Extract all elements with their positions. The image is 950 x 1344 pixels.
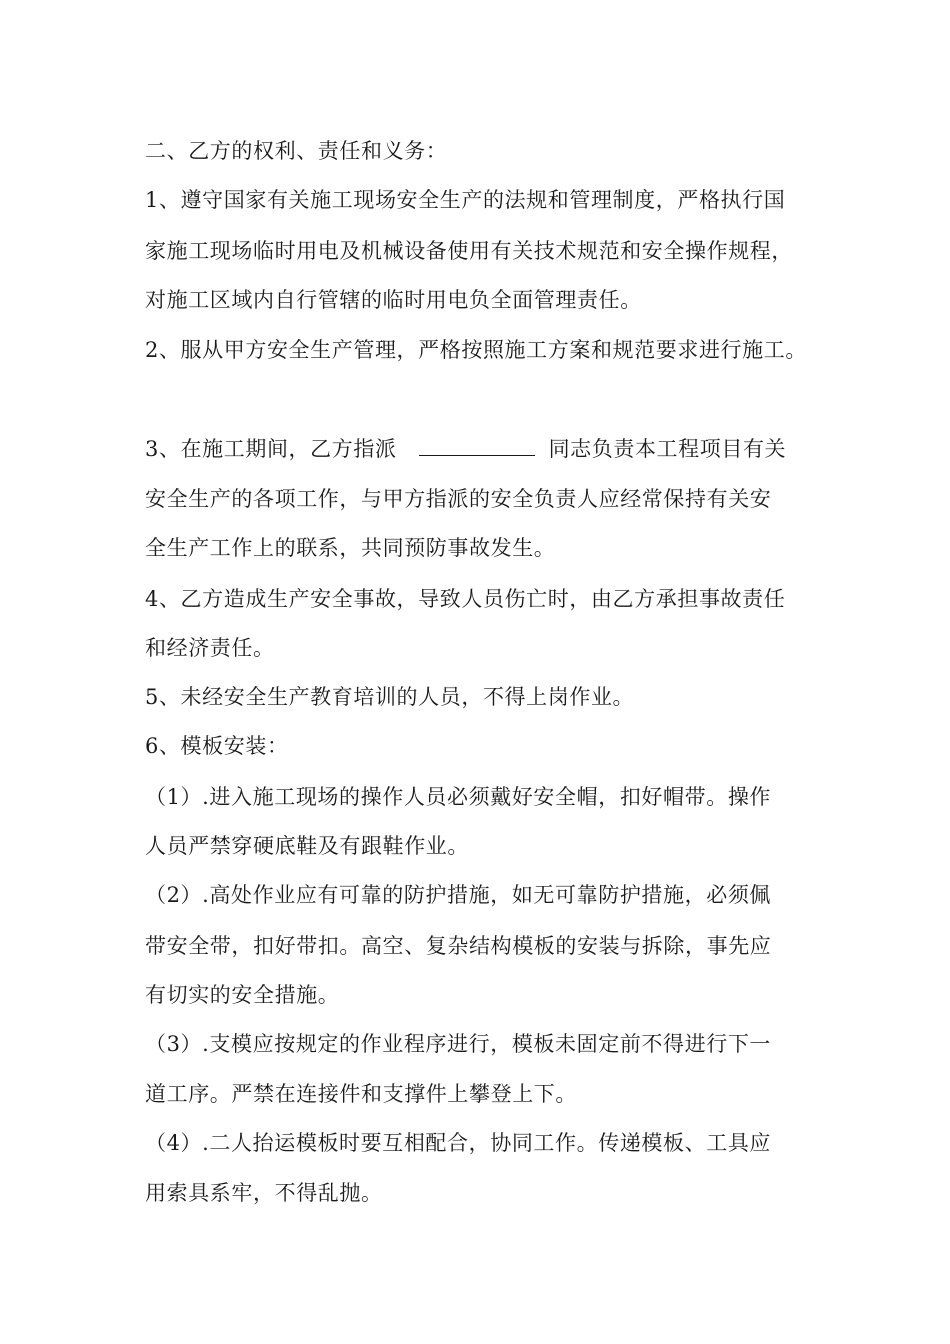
paragraph-line: 有切实的安全措施。 [145, 983, 340, 1007]
paragraph-line: 对施工区域内自行管辖的临时用电负全面管理责任。 [145, 288, 642, 312]
paragraph-line: 全生产工作上的联系，共同预防事故发生。 [145, 536, 556, 560]
paragraph-line: 5、未经安全生产教育培训的人员，不得上岗作业。 [145, 685, 635, 709]
paragraph-line: 6、模板安装： [145, 734, 289, 758]
paragraph-line: （3）.支模应按规定的作业程序进行，模板未固定前不得进行下一 [145, 1032, 772, 1056]
paragraph-line: （1）.进入施工现场的操作人员必须戴好安全帽，扣好帽带。操作 [145, 785, 772, 809]
paragraph-line: （2）.高处作业应有可靠的防护措施，如无可靠防护措施，必须佩 [145, 883, 772, 907]
item-3-before-blank: 3、在施工期间，乙方指派 [145, 437, 397, 461]
paragraph-line: 道工序。严禁在连接件和支撑件上攀登上下。 [145, 1082, 577, 1106]
paragraph-line: 家施工现场临时用电及机械设备使用有关技术规范和安全操作规程， [145, 239, 793, 263]
paragraph-line: 和经济责任。 [145, 636, 275, 660]
paragraph-line: （4）.二人抬运模板时要互相配合，协同工作。传递模板、工具应 [145, 1131, 772, 1155]
paragraph-line: 4、乙方造成生产安全事故，导致人员伤亡时，由乙方承担事故责任 [145, 587, 786, 611]
paragraph-line: 用索具系牢，不得乱抛。 [145, 1181, 383, 1205]
paragraph-line: 安全生产的各项工作，与甲方指派的安全负责人应经常保持有关安 [145, 487, 772, 511]
section-heading: 二、乙方的权利、责任和义务： [145, 139, 448, 163]
paragraph-line: 2、服从甲方安全生产管理，严格按照施工方案和规范要求进行施工。 [145, 338, 807, 362]
fill-in-blank [419, 437, 535, 456]
paragraph-line: 1、遵守国家有关施工现场安全生产的法规和管理制度，严格执行国 [145, 188, 786, 212]
item-3-first-line [145, 434, 845, 464]
item-3-after-blank: 同志负责本工程项目有关 [548, 437, 787, 461]
paragraph-line: 人员严禁穿硬底鞋及有跟鞋作业。 [145, 834, 469, 858]
paragraph-line: 带安全带，扣好带扣。高空、复杂结构模板的安装与拆除，事先应 [145, 934, 772, 958]
